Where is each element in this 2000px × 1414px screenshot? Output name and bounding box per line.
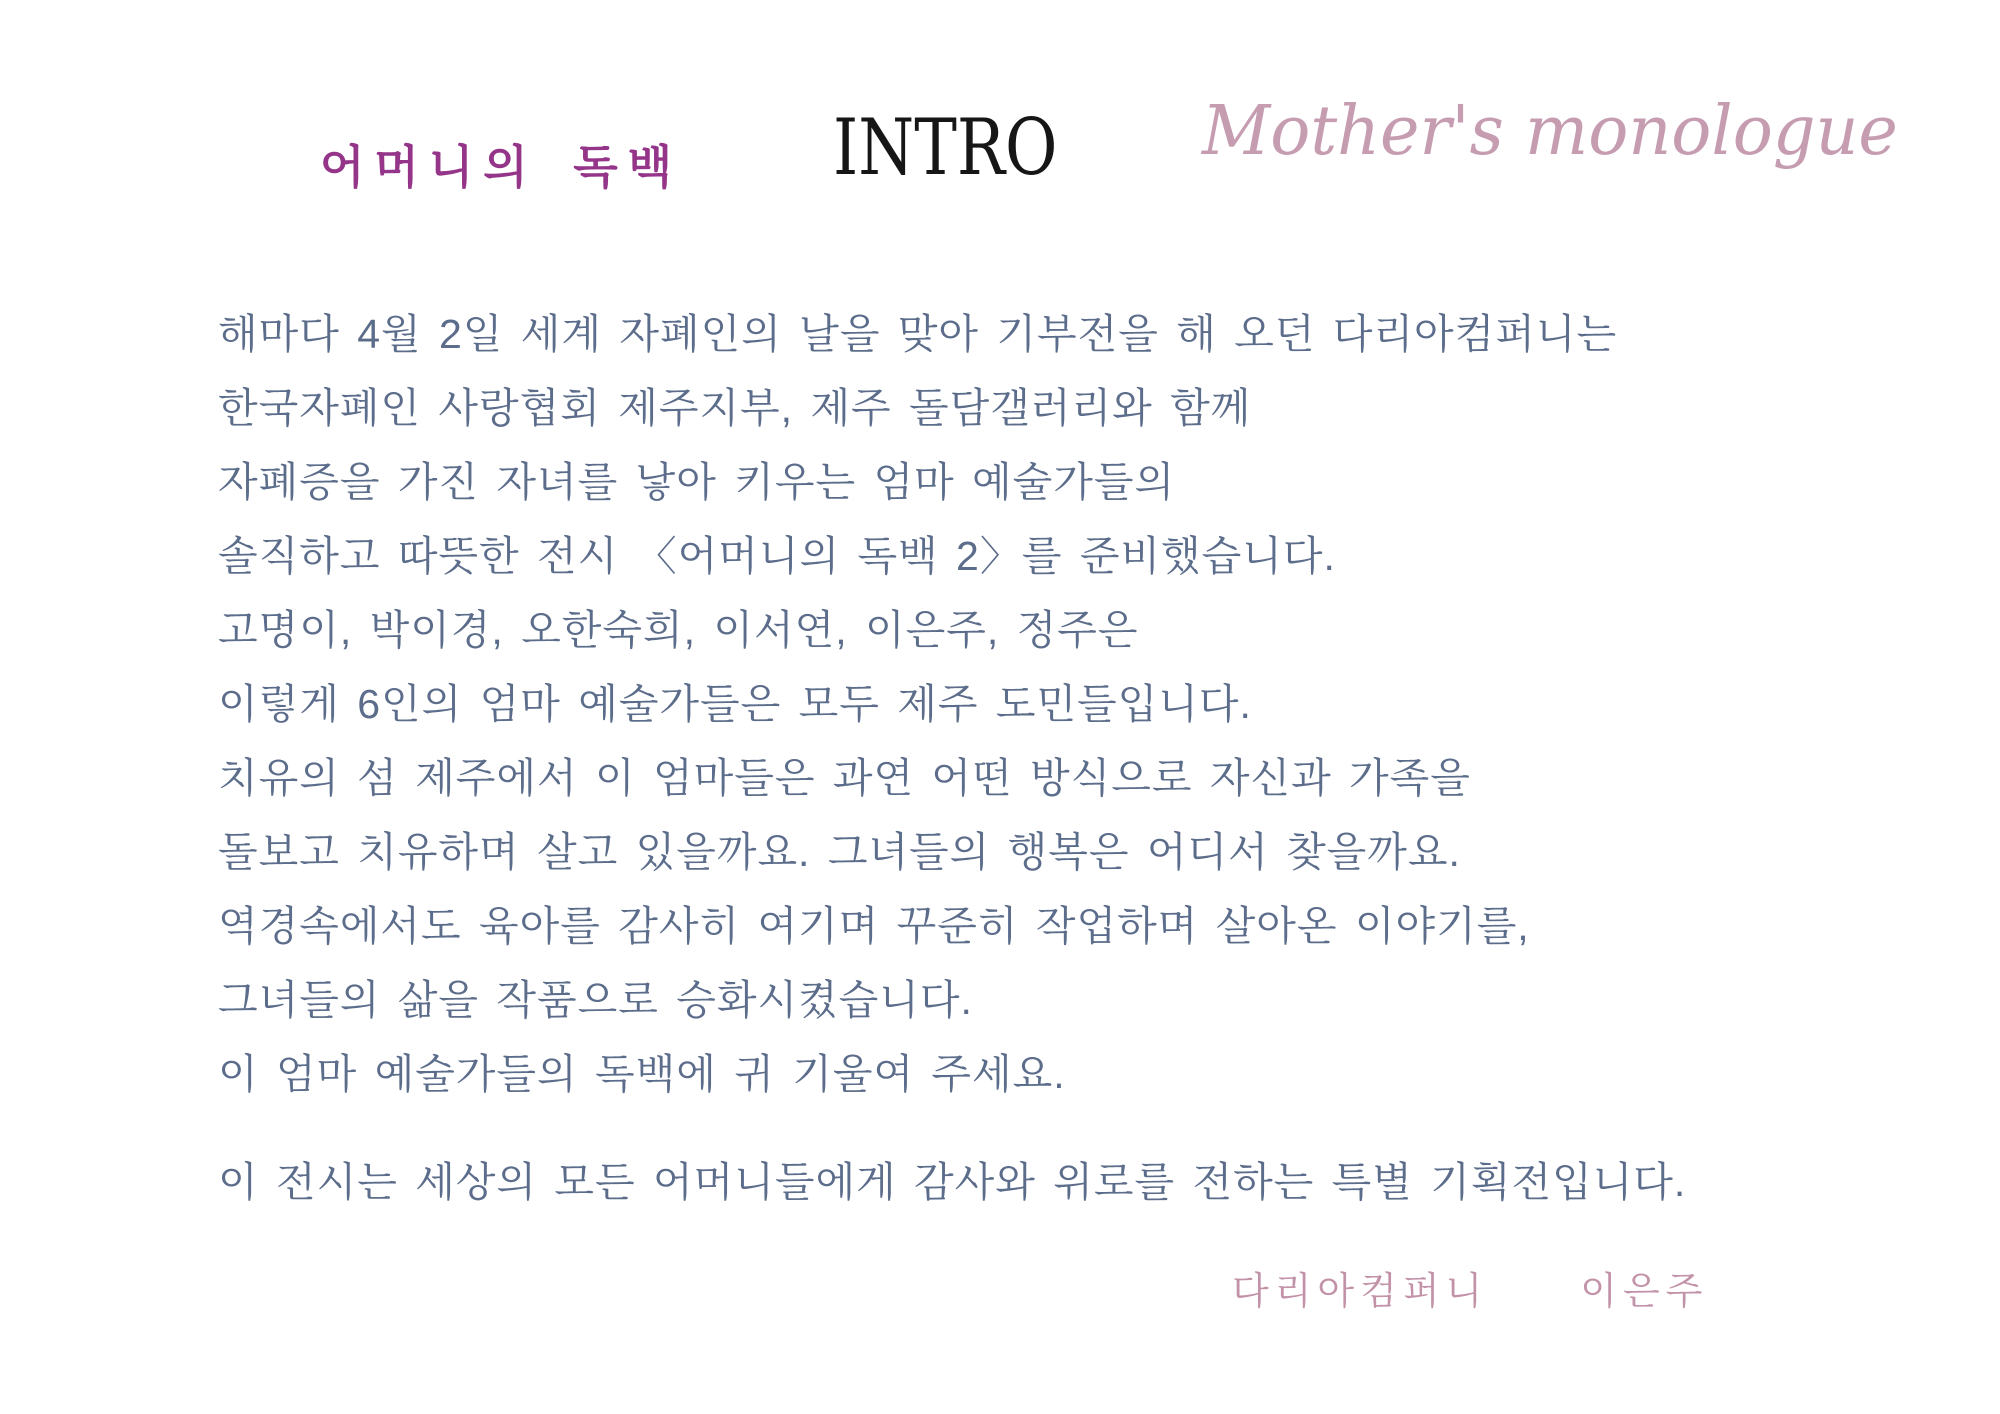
intro-line: 이 엄마 예술가들의 독백에 귀 기울여 주세요.: [218, 1051, 1066, 1097]
footer-credits: [1232, 1272, 1708, 1314]
exhibition-title-english-script: Mother's monologue: [1202, 92, 1898, 171]
credit-company: 다리아컴퍼니: [1232, 1271, 1489, 1313]
intro-line: 솔직하고 따뜻한 전시 〈어머니의 독백 2〉를 준비했습니다.: [218, 533, 1336, 579]
intro-line: 고명이, 박이경, 오한숙희, 이서연, 이은주, 정주은: [218, 607, 1139, 653]
credit-author: 이은주: [1580, 1271, 1709, 1313]
intro-line: 그녀들의 삶을 작품으로 승화시켰습니다.: [218, 977, 973, 1023]
intro-line: 한국자폐인 사랑협회 제주지부, 제주 돌담갤러리와 함께: [218, 385, 1252, 431]
intro-line: 이렇게 6인의 엄마 예술가들은 모두 제주 도민들입니다.: [218, 681, 1252, 727]
closing-statement: 이 전시는 세상의 모든 어머니들에게 감사와 위로를 전하는 특별 기획전입니다.: [218, 1159, 1687, 1205]
intro-line: 역경속에서도 육아를 감사히 여기며 꾸준히 작업하며 살아온 이야기를,: [218, 903, 1530, 949]
exhibition-title-korean: 어머니의 독백: [320, 142, 683, 193]
intro-line: 돌보고 치유하며 살고 있을까요. 그녀들의 행복은 어디서 찾을까요.: [218, 829, 1461, 875]
intro-line: 치유의 섬 제주에서 이 엄마들은 과연 어떤 방식으로 자신과 가족을: [218, 755, 1471, 801]
intro-line: 해마다 4월 2일 세계 자폐인의 날을 맞아 기부전을 해 오던 다리아컴퍼니는: [218, 311, 1618, 357]
intro-line: 자폐증을 가진 자녀를 낳아 키우는 엄마 예술가들의: [218, 459, 1176, 505]
section-label-intro: INTRO: [833, 103, 1058, 193]
intro-paragraph: [218, 297, 1818, 1111]
